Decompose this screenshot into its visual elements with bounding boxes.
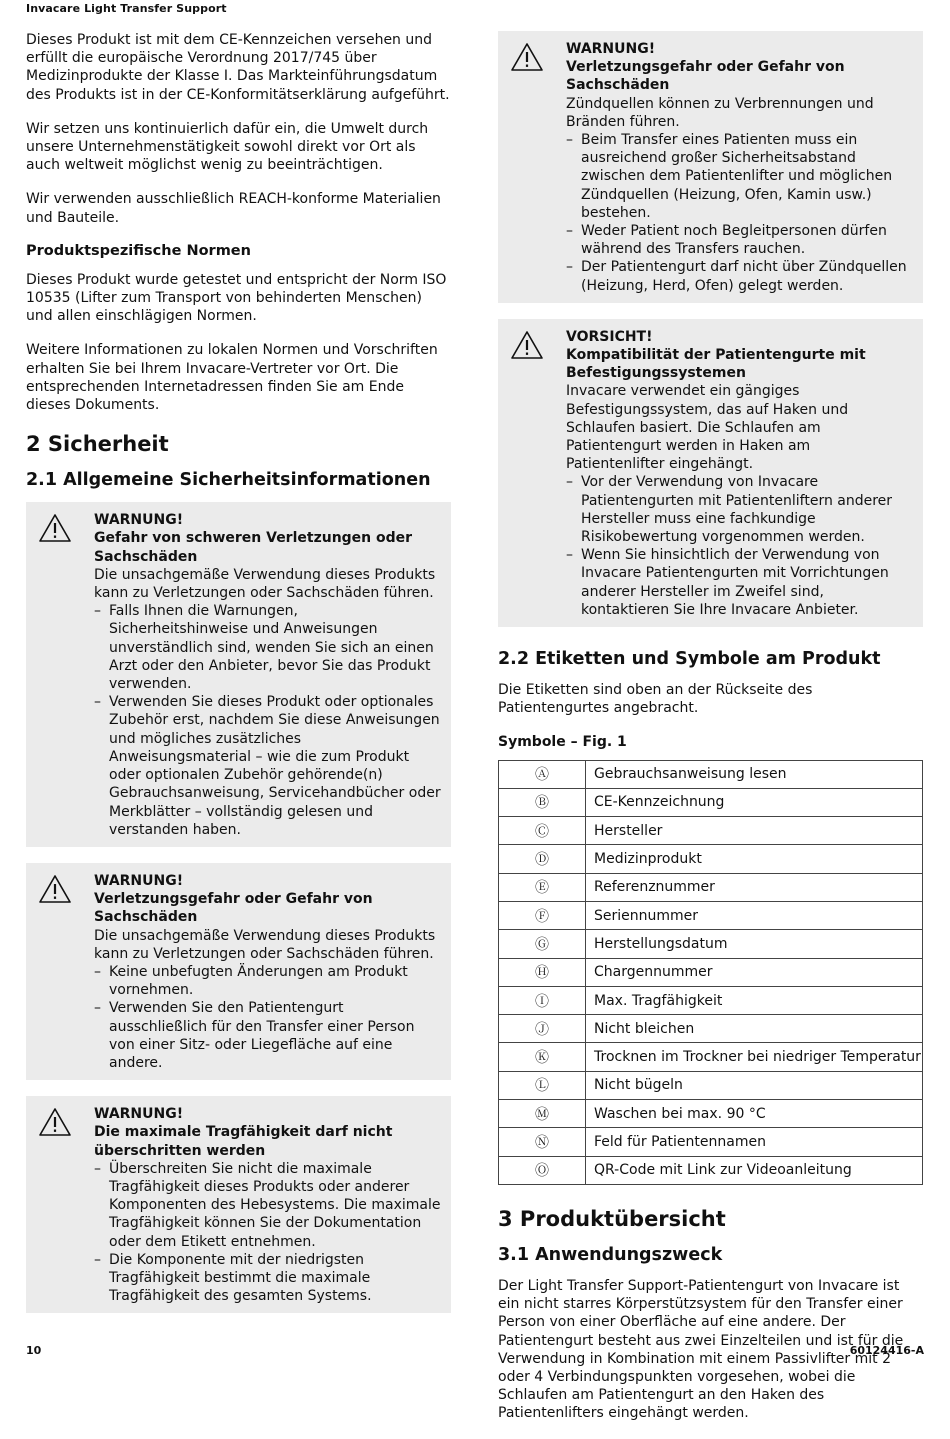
symbol-label: Nicht bügeln bbox=[586, 1071, 923, 1099]
symbol-label: Herstellungsdatum bbox=[586, 930, 923, 958]
warning-triangle-icon bbox=[38, 513, 72, 543]
table-row bbox=[499, 1043, 923, 1071]
table-row bbox=[499, 845, 923, 873]
warning-box bbox=[26, 502, 451, 847]
list-item: – Die Komponente mit der niedrigsten Tragfähigkeit bestimmt die maximale Tragfähigkeit des gesamten Systems. bbox=[94, 1251, 441, 1306]
list-item: – Der Patientengurt darf nicht über Zündquellen (Heizung, Herd, Ofen) gelegt werden. bbox=[566, 258, 913, 294]
symbol-letter: Ⓖ bbox=[499, 930, 586, 958]
table-row bbox=[499, 1128, 923, 1156]
symbol-label: Feld für Patientennamen bbox=[586, 1128, 923, 1156]
running-header: Invacare Light Transfer Support bbox=[26, 2, 227, 15]
heading-etiketten: 2.2 Etiketten und Symbole am Produkt bbox=[498, 649, 881, 670]
warning-list bbox=[94, 963, 441, 1072]
list-item: – Verwenden Sie den Patientengurt ausschließlich für den Transfer einer Person von einer Sitz- oder Liegefläche auf eine andere. bbox=[94, 999, 441, 1072]
symbols-table bbox=[498, 760, 923, 1185]
symbol-label: CE-Kennzeichnung bbox=[586, 788, 923, 816]
warning-triangle-icon bbox=[510, 42, 544, 72]
table-row bbox=[499, 873, 923, 901]
symbol-letter: Ⓙ bbox=[499, 1015, 586, 1043]
paragraph-ce: Dieses Produkt ist mit dem CE-Kennzeichen versehen und erfüllt die europäische Verordnung 2017/745 über Medizinprodukte der Klasse I. Das Markteinführungsdatum des Produkts ist in der CE-Konformitätserklärung aufgeführt. bbox=[26, 32, 450, 103]
signal-word: WARNUNG! bbox=[94, 872, 184, 889]
list-item: – Weder Patient noch Begleitpersonen dürfen während des Transfers rauchen. bbox=[566, 222, 913, 258]
warning-triangle-icon bbox=[510, 330, 544, 360]
symbols-table-title: Symbole – Fig. 1 bbox=[498, 733, 627, 750]
list-item: – Beim Transfer eines Patienten muss ein ausreichend großer Sicherheitsabstand zwischen dem Patientenlifter und möglichen Zündquellen (Heizung, Ofen, Kamin usw.) bestehen. bbox=[566, 131, 913, 222]
warning-title: Verletzungsgefahr oder Gefahr von Sachschäden bbox=[566, 59, 845, 94]
left-column bbox=[26, 31, 451, 1327]
symbol-label: Referenznummer bbox=[586, 873, 923, 901]
list-item: – Überschreiten Sie nicht die maximale Tragfähigkeit dieses Produkts oder anderer Komponenten des Hebesystems. Die maximale Tragfähigkeit können Sie der Dokumentation oder dem Etikett entnehmen. bbox=[94, 1160, 441, 1251]
symbol-letter: Ⓜ bbox=[499, 1100, 586, 1128]
warning-box bbox=[26, 863, 451, 1080]
table-row bbox=[499, 958, 923, 986]
heading-allgemeine-sicherheit: 2.1 Allgemeine Sicherheitsinformationen bbox=[26, 470, 431, 491]
page-number: 10 bbox=[26, 1344, 42, 1357]
paragraph-norm: Dieses Produkt wurde getestet und entspricht der Norm ISO 10535 (Lifter zum Transport von behinderten Menschen) und allen einschlägigen Normen. bbox=[26, 271, 447, 325]
list-item: – Keine unbefugten Änderungen am Produkt vornehmen. bbox=[94, 963, 441, 999]
list-item: – Vor der Verwendung von Invacare Patientengurten mit Patientenliftern anderer Hersteller muss eine fachkundige Risikobewertung vorgenommen werden. bbox=[566, 473, 913, 546]
table-row bbox=[499, 930, 923, 958]
paragraph-reach: Wir verwenden ausschließlich REACH-konforme Materialien und Bauteile. bbox=[26, 191, 441, 226]
table-row bbox=[499, 901, 923, 929]
warning-title: Die maximale Tragfähigkeit darf nicht überschritten werden bbox=[94, 1124, 393, 1159]
table-row bbox=[499, 817, 923, 845]
warning-title: Verletzungsgefahr oder Gefahr von Sachschäden bbox=[94, 891, 373, 926]
caution-box bbox=[498, 319, 923, 627]
symbol-letter: Ⓔ bbox=[499, 873, 586, 901]
symbol-label: QR-Code mit Link zur Videoanleitung bbox=[586, 1156, 923, 1184]
paragraph-umwelt: Wir setzen uns kontinuierlich dafür ein, die Umwelt durch unsere Unternehmenstätigkeit sowohl direkt vor Ort als auch weltweit möglichst wenig zu beeinträchtigen. bbox=[26, 120, 429, 174]
symbol-label: Nicht bleichen bbox=[586, 1015, 923, 1043]
heading-sicherheit: 2 Sicherheit bbox=[26, 432, 169, 457]
caution-title: Kompatibilität der Patientengurte mit Befestigungssystemen bbox=[566, 347, 866, 382]
warning-text: Die unsachgemäße Verwendung dieses Produkts kann zu Verletzungen oder Sachschäden führen. bbox=[94, 927, 436, 962]
warning-title: Gefahr von schweren Verletzungen oder Sachschäden bbox=[94, 530, 413, 565]
paragraph-etiketten: Die Etiketten sind oben an der Rückseite des Patientengurtes angebracht. bbox=[498, 682, 813, 717]
warning-triangle-icon bbox=[38, 874, 72, 904]
table-row bbox=[499, 1156, 923, 1184]
signal-word: WARNUNG! bbox=[566, 41, 656, 57]
symbol-letter: Ⓓ bbox=[499, 845, 586, 873]
caution-list bbox=[566, 473, 913, 619]
table-row bbox=[499, 1015, 923, 1043]
list-item: – Falls Ihnen die Warnungen, Sicherheitshinweise und Anweisungen unverständlich sind, wenden Sie sich an einen Arzt oder den Anbieter, bevor Sie das Produkt verwenden. bbox=[94, 602, 441, 693]
symbol-letter: Ⓞ bbox=[499, 1156, 586, 1184]
warning-list bbox=[94, 1160, 441, 1306]
table-row bbox=[499, 1071, 923, 1099]
warning-triangle-icon bbox=[38, 1107, 72, 1137]
table-row bbox=[499, 986, 923, 1014]
symbol-letter: Ⓛ bbox=[499, 1071, 586, 1099]
warning-box bbox=[498, 31, 923, 303]
symbol-letter: Ⓐ bbox=[499, 760, 586, 788]
table-row bbox=[499, 788, 923, 816]
symbol-letter: Ⓑ bbox=[499, 788, 586, 816]
symbol-label: Hersteller bbox=[586, 817, 923, 845]
warning-text: Die unsachgemäße Verwendung dieses Produkts kann zu Verletzungen oder Sachschäden führen. bbox=[94, 566, 436, 602]
document-number: 60124416-A bbox=[849, 1344, 924, 1357]
symbol-label: Waschen bei max. 90 °C bbox=[586, 1100, 923, 1128]
warning-box bbox=[26, 1096, 451, 1313]
table-row bbox=[499, 760, 923, 788]
symbol-letter: Ⓗ bbox=[499, 958, 586, 986]
symbol-letter: Ⓒ bbox=[499, 817, 586, 845]
symbol-label: Seriennummer bbox=[586, 901, 923, 929]
heading-anwendungszweck: 3.1 Anwendungszweck bbox=[498, 1244, 723, 1265]
right-column bbox=[498, 31, 923, 1439]
signal-word: WARNUNG! bbox=[94, 512, 184, 529]
symbol-label: Gebrauchsanweisung lesen bbox=[586, 760, 923, 788]
caution-text: Invacare verwendet ein gängiges Befestigungssystem, das auf Haken und Schlaufen basiert. Die Schlaufen am Patientengurt werden in Haken am Patientenlifter eingehängt. bbox=[566, 383, 849, 473]
symbol-letter: Ⓚ bbox=[499, 1043, 586, 1071]
list-item: – Wenn Sie hinsichtlich der Verwendung von Invacare Patientengurten mit Vorrichtungen anderer Hersteller im Zweifel sind, kontaktieren Sie Ihre Invacare Anbieter. bbox=[566, 546, 913, 619]
symbol-letter: Ⓘ bbox=[499, 986, 586, 1014]
symbol-letter: Ⓝ bbox=[499, 1128, 586, 1156]
warning-list bbox=[566, 131, 913, 295]
signal-word: WARNUNG! bbox=[94, 1106, 184, 1123]
heading-produktuebersicht: 3 Produktübersicht bbox=[498, 1206, 726, 1231]
symbol-label: Max. Tragfähigkeit bbox=[586, 986, 923, 1014]
list-item: – Verwenden Sie dieses Produkt oder optionales Zubehör erst, nachdem Sie diese Anweisungen und mögliches zusätzliches Anweisungsmaterial – wie die zum Produkt oder optionalen Zubehör gehörende(n) Gebrauchsanweisung, Servicehandbücher oder Merkblätter – vollständig gelesen und verstanden haben. bbox=[94, 693, 441, 839]
symbol-label: Trocknen im Trockner bei niedriger Temperatur bbox=[586, 1043, 923, 1071]
signal-word: VORSICHT! bbox=[566, 328, 653, 345]
warning-text: Zündquellen können zu Verbrennungen und Bränden führen. bbox=[566, 95, 874, 130]
paragraph-info: Weitere Informationen zu lokalen Normen und Vorschriften erhalten Sie bei Ihrem Invacare-Vertreter vor Ort. Die entsprechenden Internetadressen finden Sie am Ende dieses Dokuments. bbox=[26, 342, 438, 414]
symbol-label: Chargennummer bbox=[586, 958, 923, 986]
heading-normen: Produktspezifische Normen bbox=[26, 242, 251, 259]
symbol-label: Medizinprodukt bbox=[586, 845, 923, 873]
paragraph-anwendungszweck: Der Light Transfer Support-Patientengurt von Invacare ist ein nicht starres Körperstützsystem für den Transfer einer Person von einer Oberfläche auf eine andere. Der Patientengurt besteht aus zwei Einzelteilen und ist für die Verwendung in Kombination mit einem Passivlifter mit 2 oder 4 Verbindungspunkten vorgesehen, wobei die Schlaufen am Patientengurt an den Haken des Patientenlifters eingehängt werden. bbox=[498, 1277, 904, 1422]
table-row bbox=[499, 1100, 923, 1128]
symbol-letter: Ⓕ bbox=[499, 901, 586, 929]
warning-list bbox=[94, 602, 441, 839]
